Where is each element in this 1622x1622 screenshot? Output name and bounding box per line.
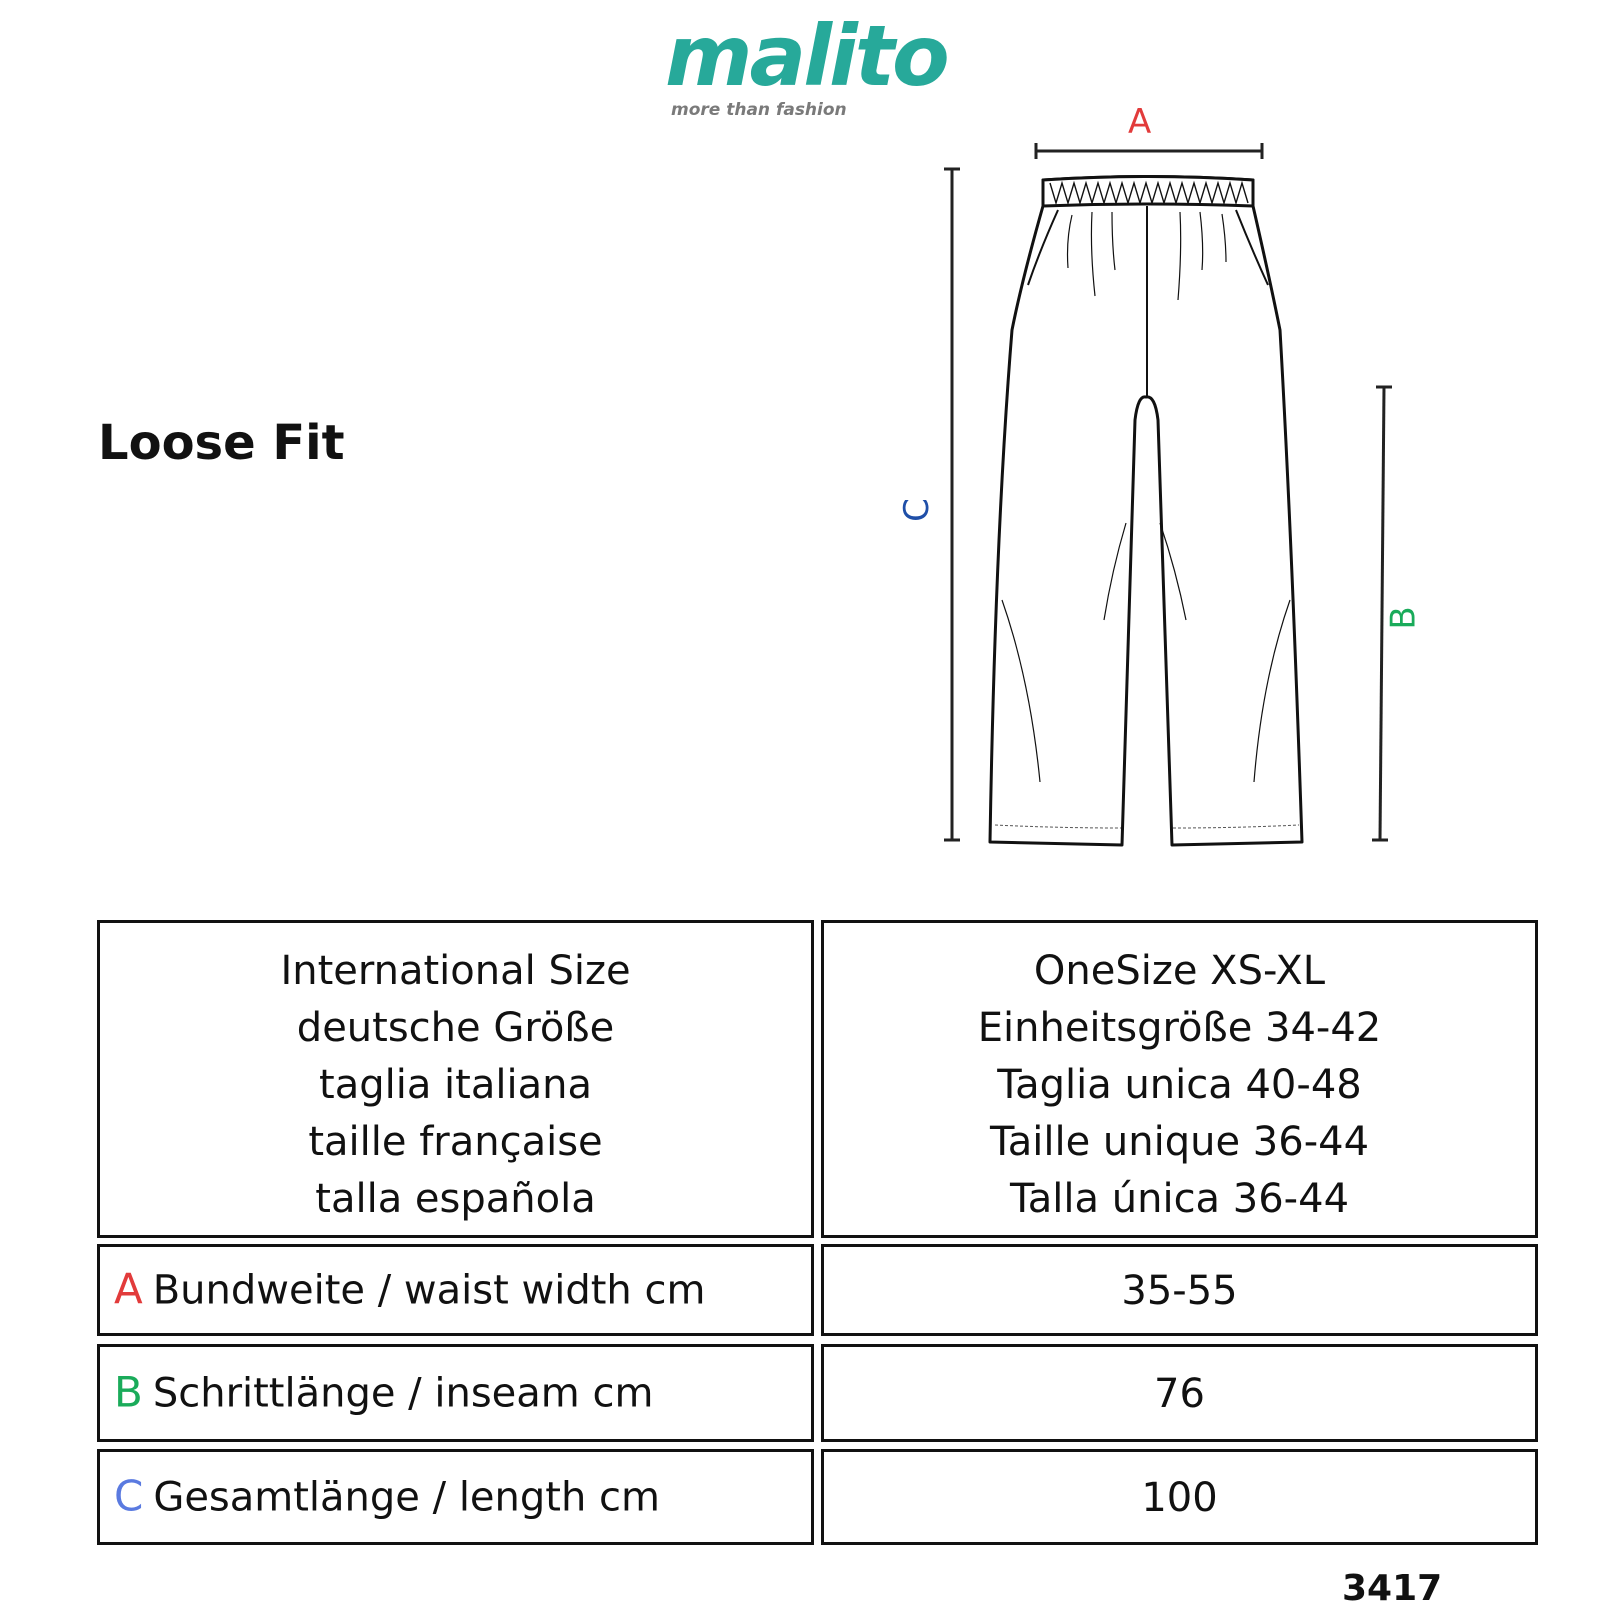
- size-value-spanish: Talla única 36-44: [1009, 1176, 1350, 1222]
- size-value-italian: Taglia unica 40-48: [997, 1062, 1362, 1108]
- size-systems-list: [100, 943, 811, 1228]
- measurement-label: [114, 1368, 653, 1417]
- size-system-german: deutsche Größe: [296, 1005, 615, 1051]
- article-number: 3417: [1342, 1568, 1443, 1609]
- table-row-inseam-label-cell: [97, 1344, 814, 1442]
- dimension-c-line: [944, 169, 960, 840]
- size-system-international: International Size: [280, 948, 631, 994]
- measurement-value-inseam: 76: [1154, 1370, 1205, 1417]
- dimension-a-line: [1036, 143, 1262, 159]
- size-system-french: taille française: [308, 1119, 603, 1165]
- measurement-label: [114, 1265, 705, 1314]
- dimension-a-label: A: [1128, 102, 1152, 142]
- measurement-label-length: Gesamtlänge / length cm: [153, 1474, 660, 1521]
- table-row-inseam-value-cell: [821, 1344, 1538, 1442]
- size-header-left-cell: [97, 920, 814, 1238]
- size-value-french: Taille unique 36-44: [989, 1119, 1370, 1165]
- size-value-international: OneSize XS-XL: [1033, 948, 1326, 994]
- dimension-b-label: B: [1383, 606, 1424, 630]
- size-values-list: [824, 943, 1535, 1228]
- brand-tagline: more than fashion: [671, 100, 847, 120]
- table-row-length-value-cell: [821, 1449, 1538, 1545]
- dimension-c-label: C: [896, 498, 937, 522]
- fit-title: Loose Fit: [98, 415, 345, 471]
- measurement-label-inseam: Schrittlänge / inseam cm: [152, 1370, 654, 1417]
- measurement-letter-b: B: [114, 1367, 143, 1417]
- brand-wordmark: malito: [665, 7, 947, 105]
- measurement-letter-c: C: [114, 1471, 144, 1521]
- size-system-italian: taglia italiana: [319, 1062, 592, 1108]
- measurement-label-waist: Bundweite / waist width cm: [152, 1267, 706, 1314]
- measurement-value-waist: 35-55: [1121, 1267, 1238, 1314]
- size-header-right-cell: [821, 920, 1538, 1238]
- trousers-drawing: [880, 100, 1440, 870]
- size-value-german: Einheitsgröße 34-42: [977, 1005, 1382, 1051]
- table-row-waist-value-cell: [821, 1244, 1538, 1336]
- measurement-label: [114, 1472, 660, 1521]
- measurement-value-length: 100: [1141, 1474, 1218, 1521]
- size-system-spanish: talla española: [315, 1176, 596, 1222]
- measurement-letter-a: A: [114, 1264, 143, 1314]
- table-row-waist-label-cell: [97, 1244, 814, 1336]
- table-row-length-label-cell: [97, 1449, 814, 1545]
